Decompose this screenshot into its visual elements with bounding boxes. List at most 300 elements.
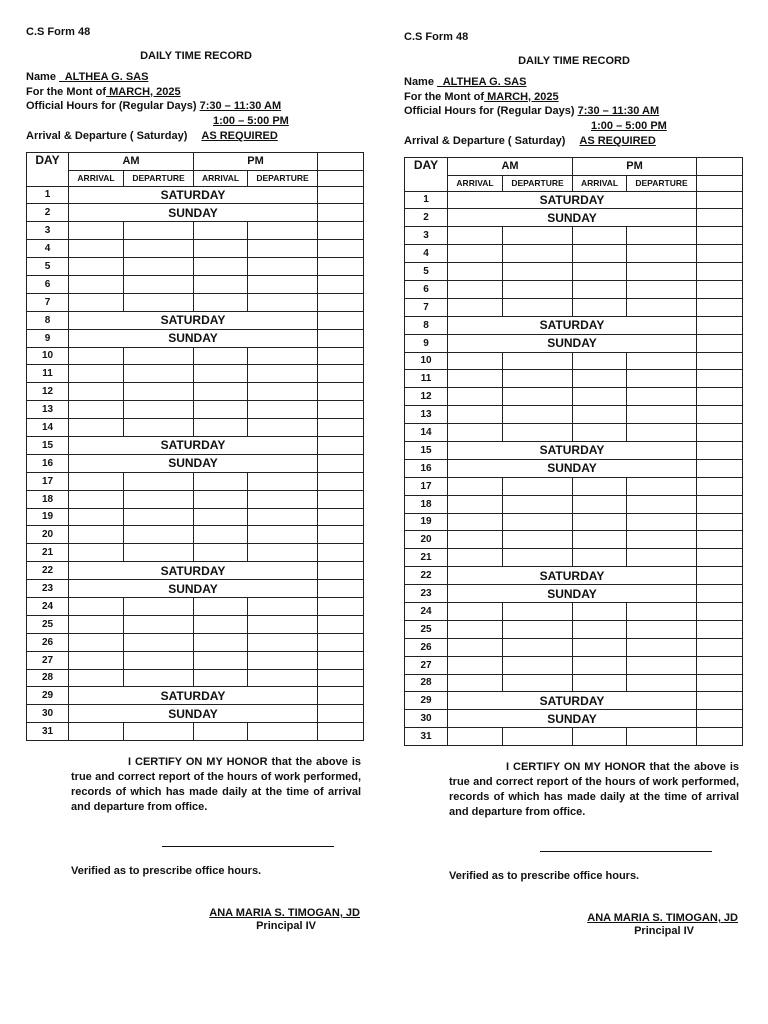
day-number: 26 — [27, 633, 69, 651]
am-departure-cell — [124, 365, 194, 383]
day-row — [405, 227, 743, 245]
extra-cell — [318, 383, 364, 401]
am-arrival-cell — [69, 401, 124, 419]
am-arrival-header: ARRIVAL — [69, 170, 124, 186]
am-arrival-cell — [448, 263, 503, 281]
extra-cell — [318, 365, 364, 383]
pm-departure-cell — [627, 656, 697, 674]
day-row — [27, 490, 364, 508]
am-departure-cell — [503, 298, 573, 316]
extra-cell — [318, 633, 364, 651]
am-departure-cell — [124, 401, 194, 419]
am-arrival-cell — [448, 495, 503, 513]
extra-cell — [697, 602, 743, 620]
extra-cell — [697, 549, 743, 567]
day-number: 12 — [27, 383, 69, 401]
sunday-label: SUNDAY — [69, 454, 318, 472]
day-row — [405, 370, 743, 388]
am-departure-cell — [124, 669, 194, 687]
pm-arrival-cell — [194, 544, 248, 562]
sunday-label: SUNDAY — [448, 710, 697, 728]
extra-header — [318, 152, 364, 170]
pm-arrival-cell — [573, 280, 627, 298]
am-header: AM — [448, 157, 573, 175]
saturday-value: AS REQUIRED — [579, 135, 656, 147]
am-arrival-cell — [448, 531, 503, 549]
day-number: 10 — [27, 347, 69, 365]
sunday-label: SUNDAY — [69, 204, 318, 222]
day-row — [405, 191, 743, 209]
pm-departure-cell — [627, 280, 697, 298]
extra-cell — [697, 191, 743, 209]
certification-text: I CERTIFY ON MY HONOR that the above is true and correct report of the hours of work performed, records of which has made daily at the time of arrival and departure from office. — [449, 761, 739, 819]
extra-cell — [697, 531, 743, 549]
pm-arrival-cell — [194, 275, 248, 293]
pm-arrival-cell — [573, 245, 627, 263]
time-record-table — [26, 152, 364, 742]
day-row — [405, 477, 743, 495]
day-row — [405, 334, 743, 352]
day-number: 3 — [405, 227, 448, 245]
am-arrival-cell — [448, 280, 503, 298]
am-departure-cell — [503, 227, 573, 245]
am-departure-cell — [503, 549, 573, 567]
day-row — [27, 633, 364, 651]
extra-cell — [318, 687, 364, 705]
day-row — [27, 401, 364, 419]
day-row — [27, 258, 364, 276]
day-row — [27, 723, 364, 741]
hours-am: 7:30 – 11:30 AM — [577, 105, 660, 117]
day-row — [27, 365, 364, 383]
am-departure-cell — [503, 638, 573, 656]
pm-departure-cell — [248, 222, 318, 240]
am-arrival-cell — [69, 490, 124, 508]
day-number: 1 — [405, 191, 448, 209]
extra-cell — [318, 240, 364, 258]
saturday-value: AS REQUIRED — [201, 130, 278, 142]
signer-block — [26, 907, 360, 932]
saturday-label: SATURDAY — [448, 191, 697, 209]
day-row — [27, 275, 364, 293]
day-number: 14 — [27, 419, 69, 437]
pm-departure-cell — [248, 490, 318, 508]
extra-cell — [697, 513, 743, 531]
pm-departure-cell — [627, 370, 697, 388]
am-departure-header: DEPARTURE — [124, 170, 194, 186]
day-number: 17 — [27, 472, 69, 490]
day-row — [405, 209, 743, 227]
day-row — [405, 585, 743, 603]
day-row — [27, 347, 364, 365]
extra-cell — [697, 245, 743, 263]
pm-arrival-cell — [573, 477, 627, 495]
day-row — [27, 293, 364, 311]
am-departure-cell — [503, 674, 573, 692]
am-arrival-cell — [69, 365, 124, 383]
pm-header: PM — [573, 157, 697, 175]
pm-arrival-cell — [573, 406, 627, 424]
saturday-label: SATURDAY — [69, 311, 318, 329]
day-number: 9 — [27, 329, 69, 347]
pm-departure-cell — [627, 477, 697, 495]
extra-cell — [697, 495, 743, 513]
am-departure-cell — [503, 513, 573, 531]
am-departure-cell — [503, 424, 573, 442]
day-row — [27, 597, 364, 615]
day-row — [405, 656, 743, 674]
day-row — [27, 436, 364, 454]
sunday-label: SUNDAY — [448, 334, 697, 352]
day-row — [27, 526, 364, 544]
signer-position: Principal IV — [634, 925, 694, 938]
pm-arrival-cell — [573, 352, 627, 370]
day-number: 7 — [27, 293, 69, 311]
am-departure-cell — [503, 245, 573, 263]
am-arrival-cell — [69, 615, 124, 633]
day-row — [27, 186, 364, 204]
extra-cell — [697, 710, 743, 728]
am-arrival-cell — [448, 620, 503, 638]
day-number: 13 — [405, 406, 448, 424]
extra-cell — [697, 477, 743, 495]
extra-cell — [697, 620, 743, 638]
saturday-label: SATURDAY — [69, 186, 318, 204]
am-departure-cell — [124, 383, 194, 401]
pm-arrival-cell — [194, 723, 248, 741]
am-arrival-cell — [448, 388, 503, 406]
am-departure-cell — [124, 347, 194, 365]
pm-arrival-cell — [194, 293, 248, 311]
pm-arrival-cell — [194, 419, 248, 437]
saturday-label: SATURDAY — [69, 687, 318, 705]
day-number: 13 — [27, 401, 69, 419]
am-arrival-cell — [448, 352, 503, 370]
pm-arrival-cell — [573, 513, 627, 531]
day-row — [27, 651, 364, 669]
extra-cell — [318, 454, 364, 472]
am-departure-cell — [124, 293, 194, 311]
pm-departure-cell — [627, 513, 697, 531]
am-departure-cell — [503, 656, 573, 674]
am-departure-cell — [503, 406, 573, 424]
extra-cell — [697, 585, 743, 603]
day-number: 18 — [405, 495, 448, 513]
am-arrival-cell — [69, 526, 124, 544]
extra-cell — [697, 638, 743, 656]
pm-arrival-cell — [194, 472, 248, 490]
am-departure-cell — [503, 531, 573, 549]
sunday-label: SUNDAY — [448, 209, 697, 227]
day-number: 25 — [27, 615, 69, 633]
form-title: DAILY TIME RECORD — [140, 50, 252, 62]
day-number: 25 — [405, 620, 448, 638]
day-number: 12 — [405, 388, 448, 406]
day-number: 31 — [27, 723, 69, 741]
am-arrival-cell — [69, 597, 124, 615]
day-row — [27, 419, 364, 437]
am-arrival-cell — [448, 227, 503, 245]
extra-cell — [697, 209, 743, 227]
pm-arrival-header: ARRIVAL — [573, 175, 627, 191]
pm-departure-header: DEPARTURE — [627, 175, 697, 191]
day-row — [27, 472, 364, 490]
day-number: 11 — [27, 365, 69, 383]
extra-cell — [318, 275, 364, 293]
extra-cell — [318, 615, 364, 633]
extra-cell — [697, 352, 743, 370]
day-number: 20 — [405, 531, 448, 549]
day-row — [27, 222, 364, 240]
am-arrival-cell — [69, 472, 124, 490]
saturday-label: SATURDAY — [69, 562, 318, 580]
am-arrival-cell — [69, 258, 124, 276]
extra-cell — [697, 370, 743, 388]
day-number: 4 — [27, 240, 69, 258]
time-record-table — [404, 157, 743, 747]
extra-subheader — [318, 170, 364, 186]
extra-cell — [697, 263, 743, 281]
am-departure-cell — [124, 472, 194, 490]
am-arrival-cell — [69, 723, 124, 741]
extra-cell — [318, 669, 364, 687]
pm-departure-cell — [248, 669, 318, 687]
day-row — [405, 728, 743, 746]
extra-cell — [697, 227, 743, 245]
name-label: Name — [26, 71, 60, 83]
extra-cell — [318, 436, 364, 454]
day-number: 28 — [405, 674, 448, 692]
day-number: 29 — [27, 687, 69, 705]
day-number: 7 — [405, 298, 448, 316]
pm-arrival-header: ARRIVAL — [194, 170, 248, 186]
extra-cell — [318, 293, 364, 311]
signer-name: ANA MARIA S. TIMOGAN, JD — [209, 907, 360, 920]
am-arrival-cell — [448, 245, 503, 263]
day-row — [405, 549, 743, 567]
am-departure-cell — [503, 370, 573, 388]
pm-arrival-cell — [194, 651, 248, 669]
am-departure-cell — [124, 508, 194, 526]
month-label: For the Mont of — [404, 90, 485, 103]
pm-arrival-cell — [573, 728, 627, 746]
pm-departure-cell — [248, 597, 318, 615]
pm-departure-cell — [627, 352, 697, 370]
saturday-label: SATURDAY — [448, 567, 697, 585]
day-number: 29 — [405, 692, 448, 710]
pm-arrival-cell — [194, 401, 248, 419]
am-header: AM — [69, 152, 194, 170]
day-number: 22 — [405, 567, 448, 585]
pm-departure-cell — [248, 258, 318, 276]
day-row — [27, 204, 364, 222]
verified-text: Verified as to prescribe office hours. — [449, 870, 640, 883]
am-departure-cell — [124, 615, 194, 633]
day-row — [27, 562, 364, 580]
pm-departure-cell — [627, 245, 697, 263]
certification-text: I CERTIFY ON MY HONOR that the above is true and correct report of the hours of work performed, records of which has made daily at the time of arrival and departure from office. — [71, 756, 361, 814]
extra-cell — [318, 222, 364, 240]
am-arrival-cell — [448, 298, 503, 316]
pm-arrival-cell — [194, 597, 248, 615]
day-number: 26 — [405, 638, 448, 656]
extra-cell — [318, 258, 364, 276]
pm-departure-cell — [627, 638, 697, 656]
extra-cell — [697, 406, 743, 424]
form-number: C.S Form 48 — [404, 31, 469, 43]
saturday-label: Arrival & Departure ( Saturday) — [26, 130, 188, 142]
dtr-form-right — [404, 31, 749, 937]
day-number: 2 — [405, 209, 448, 227]
pm-departure-cell — [248, 472, 318, 490]
extra-cell — [318, 544, 364, 562]
am-departure-cell — [503, 620, 573, 638]
pm-departure-cell — [248, 526, 318, 544]
employee-name: ALTHEA G. SAS — [59, 71, 149, 83]
pm-arrival-cell — [194, 383, 248, 401]
day-number: 20 — [27, 526, 69, 544]
am-arrival-cell — [448, 406, 503, 424]
day-header: DAY — [405, 157, 448, 191]
day-row — [405, 674, 743, 692]
day-number: 5 — [27, 258, 69, 276]
am-arrival-cell — [69, 633, 124, 651]
signer-block — [404, 912, 738, 937]
extra-cell — [697, 424, 743, 442]
pm-departure-cell — [248, 347, 318, 365]
extra-cell — [697, 388, 743, 406]
day-row — [405, 245, 743, 263]
sunday-label: SUNDAY — [69, 580, 318, 598]
am-arrival-cell — [448, 513, 503, 531]
pm-departure-cell — [248, 651, 318, 669]
day-number: 27 — [27, 651, 69, 669]
extra-cell — [318, 472, 364, 490]
sunday-label: SUNDAY — [448, 585, 697, 603]
day-row — [27, 329, 364, 347]
pm-departure-cell — [627, 424, 697, 442]
pm-arrival-cell — [194, 633, 248, 651]
day-row — [405, 352, 743, 370]
am-arrival-cell — [448, 656, 503, 674]
day-row — [405, 298, 743, 316]
employee-info — [26, 70, 371, 144]
day-number: 23 — [27, 580, 69, 598]
day-number: 11 — [405, 370, 448, 388]
pm-arrival-cell — [573, 549, 627, 567]
pm-arrival-cell — [573, 370, 627, 388]
month-value: MARCH, 2025 — [106, 85, 181, 98]
pm-arrival-cell — [573, 227, 627, 245]
day-number: 9 — [405, 334, 448, 352]
saturday-label: Arrival & Departure ( Saturday) — [404, 135, 566, 147]
signer-position: Principal IV — [256, 920, 316, 933]
pm-departure-cell — [627, 298, 697, 316]
day-number: 27 — [405, 656, 448, 674]
day-row — [27, 508, 364, 526]
extra-cell — [697, 728, 743, 746]
extra-cell — [697, 459, 743, 477]
month-label: For the Mont of — [26, 85, 107, 98]
extra-cell — [697, 441, 743, 459]
pm-departure-cell — [627, 728, 697, 746]
day-number: 21 — [405, 549, 448, 567]
hours-label: Official Hours for (Regular Days) — [26, 100, 200, 112]
extra-cell — [697, 567, 743, 585]
extra-cell — [318, 329, 364, 347]
extra-cell — [318, 419, 364, 437]
pm-departure-cell — [248, 723, 318, 741]
extra-cell — [318, 526, 364, 544]
day-row — [405, 316, 743, 334]
sunday-label: SUNDAY — [448, 459, 697, 477]
pm-arrival-cell — [194, 669, 248, 687]
employee-signature-line — [162, 845, 334, 847]
day-row — [27, 615, 364, 633]
am-departure-cell — [124, 419, 194, 437]
am-departure-cell — [124, 526, 194, 544]
pm-arrival-cell — [573, 602, 627, 620]
day-number: 1 — [27, 186, 69, 204]
day-row — [27, 544, 364, 562]
pm-departure-cell — [627, 263, 697, 281]
pm-departure-cell — [627, 549, 697, 567]
form-number: C.S Form 48 — [26, 26, 91, 38]
extra-cell — [318, 723, 364, 741]
employee-signature-line — [540, 850, 712, 852]
day-row — [405, 513, 743, 531]
day-number: 17 — [405, 477, 448, 495]
day-row — [405, 710, 743, 728]
extra-cell — [318, 311, 364, 329]
pm-departure-cell — [627, 602, 697, 620]
am-arrival-cell — [69, 508, 124, 526]
day-number: 5 — [405, 263, 448, 281]
extra-cell — [318, 347, 364, 365]
am-arrival-cell — [448, 549, 503, 567]
am-arrival-cell — [69, 669, 124, 687]
saturday-label: SATURDAY — [69, 436, 318, 454]
am-arrival-cell — [448, 602, 503, 620]
am-departure-cell — [503, 280, 573, 298]
pm-arrival-cell — [194, 508, 248, 526]
am-arrival-cell — [448, 424, 503, 442]
extra-cell — [318, 186, 364, 204]
day-number: 6 — [405, 280, 448, 298]
pm-departure-cell — [248, 544, 318, 562]
am-arrival-cell — [448, 728, 503, 746]
day-row — [27, 705, 364, 723]
day-row — [405, 602, 743, 620]
pm-arrival-cell — [573, 424, 627, 442]
day-number: 18 — [27, 490, 69, 508]
pm-departure-cell — [248, 508, 318, 526]
day-number: 8 — [405, 316, 448, 334]
pm-arrival-cell — [194, 490, 248, 508]
pm-departure-cell — [627, 620, 697, 638]
day-row — [405, 388, 743, 406]
am-arrival-cell — [69, 383, 124, 401]
day-number: 19 — [405, 513, 448, 531]
employee-info — [404, 75, 749, 149]
am-arrival-cell — [69, 419, 124, 437]
extra-cell — [318, 508, 364, 526]
am-departure-cell — [124, 723, 194, 741]
saturday-label: SATURDAY — [448, 692, 697, 710]
am-departure-cell — [124, 597, 194, 615]
dtr-form-left — [26, 26, 371, 932]
pm-header: PM — [194, 152, 318, 170]
